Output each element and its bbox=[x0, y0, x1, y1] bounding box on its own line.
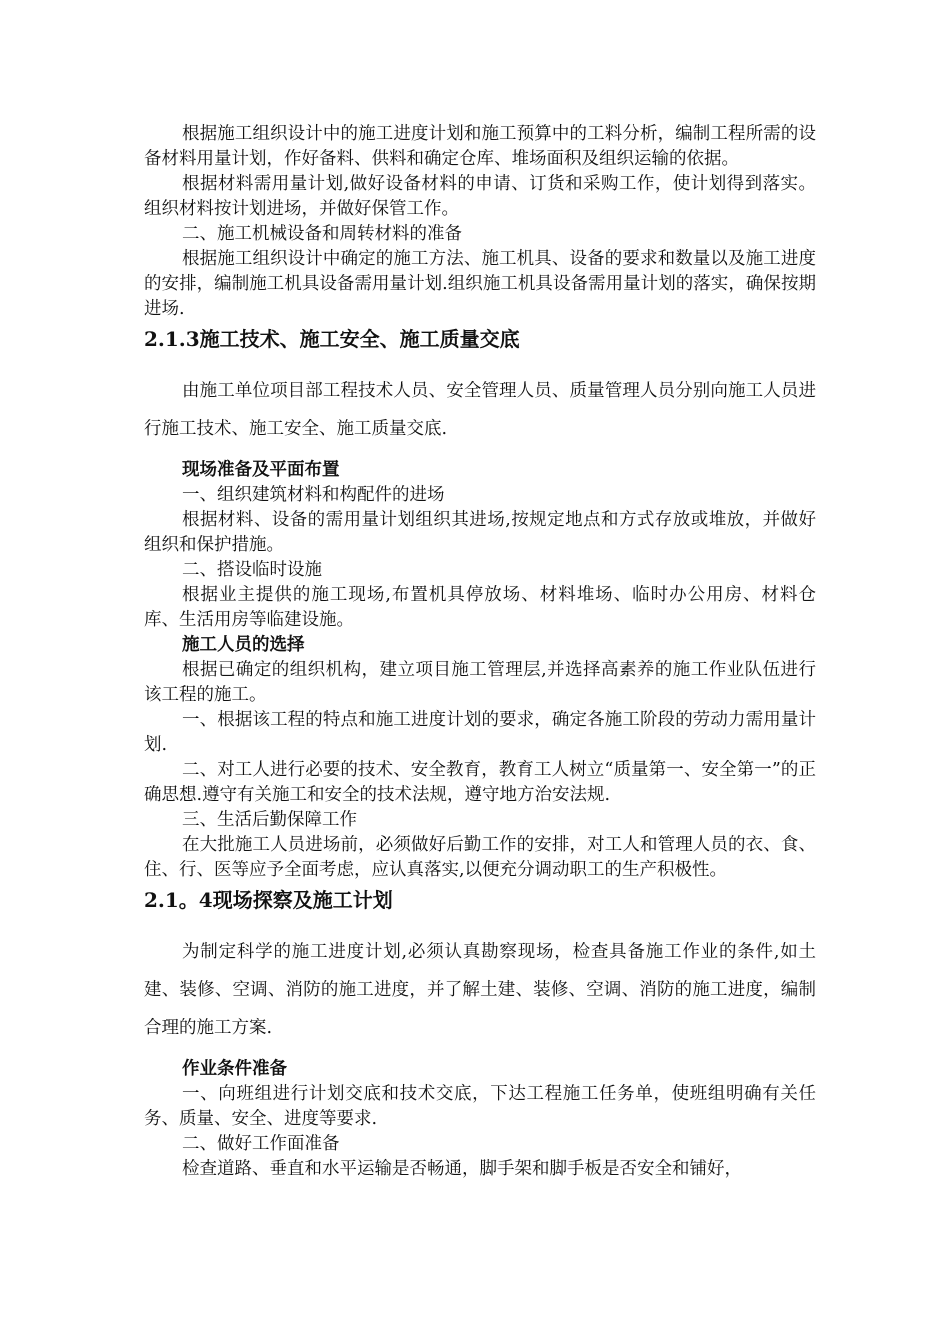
paragraph: 二、施工机械设备和周转材料的准备 bbox=[182, 224, 462, 244]
paragraph: 一、向班组进行计划交底和技术交底，下达工程施工任务单，使班组明确有关任务、质量、安全、进度等要求. bbox=[144, 1084, 816, 1129]
paragraph: 根据施工组织设计中确定的施工方法、施工机具、设备的要求和数量以及施工进度的安排，编制施工机具设备需用量计划.组织施工机具设备需用量计划的落实，确保按期进场. bbox=[144, 249, 816, 319]
subheading: 现场准备及平面布置 bbox=[182, 460, 340, 480]
section-heading-2-1-4: 2.1。4现场探察及施工计划 bbox=[144, 888, 393, 912]
paragraph: 检查道路、垂直和水平运输是否畅通，脚手架和脚手板是否安全和铺好， bbox=[182, 1159, 742, 1179]
subheading: 作业条件准备 bbox=[182, 1059, 287, 1079]
paragraph: 一、组织建筑材料和构配件的进场 bbox=[182, 485, 445, 505]
paragraph: 根据材料、设备的需用量计划组织其进场,按规定地点和方式存放或堆放，并做好组织和保护措施。 bbox=[144, 510, 816, 555]
paragraph: 根据已确定的组织机构，建立项目施工管理层,并选择高素养的施工作业队伍进行该工程的施工。 bbox=[144, 660, 816, 705]
paragraph: 二、搭设临时设施 bbox=[182, 560, 322, 580]
subheading: 施工人员的选择 bbox=[182, 635, 305, 655]
paragraph: 根据施工组织设计中的施工进度计划和施工预算中的工料分析，编制工程所需的设备材料用量计划，作好备料、供料和确定仓库、堆场面积及组织运输的依据。 bbox=[144, 124, 816, 169]
paragraph: 为制定科学的施工进度计划,必须认真勘察现场，检查具备施工作业的条件,如土建、装修、空调、消防的施工进度，并了解土建、装修、空调、消防的施工进度，编制合理的施工方案. bbox=[144, 942, 816, 1038]
document-body bbox=[144, 122, 816, 1182]
paragraph: 由施工单位项目部工程技术人员、安全管理人员、质量管理人员分别向施工人员进行施工技术、施工安全、施工质量交底. bbox=[144, 381, 816, 439]
paragraph: 三、生活后勤保障工作 bbox=[182, 810, 357, 830]
paragraph: 一、根据该工程的特点和施工进度计划的要求，确定各施工阶段的劳动力需用量计划. bbox=[144, 710, 816, 755]
paragraph: 在大批施工人员进场前，必须做好后勤工作的安排，对工人和管理人员的衣、食、住、行、医等应予全面考虑，应认真落实,以便充分调动职工的生产积极性。 bbox=[144, 835, 816, 880]
paragraph: 二、做好工作面准备 bbox=[182, 1134, 340, 1154]
paragraph: 根据业主提供的施工现场,布置机具停放场、材料堆场、临时办公用房、材料仓库、生活用房等临建设施。 bbox=[144, 585, 816, 630]
paragraph: 根据材料需用量计划,做好设备材料的申请、订货和采购工作，使计划得到落实。组织材料按计划进场，并做好保管工作。 bbox=[144, 174, 816, 219]
paragraph: 二、对工人进行必要的技术、安全教育，教育工人树立“质量第一、安全第一”的正确思想.遵守有关施工和安全的技术法规，遵守地方治安法规. bbox=[144, 760, 816, 805]
section-heading-2-1-3: 2.1.3施工技术、施工安全、施工质量交底 bbox=[144, 327, 520, 351]
